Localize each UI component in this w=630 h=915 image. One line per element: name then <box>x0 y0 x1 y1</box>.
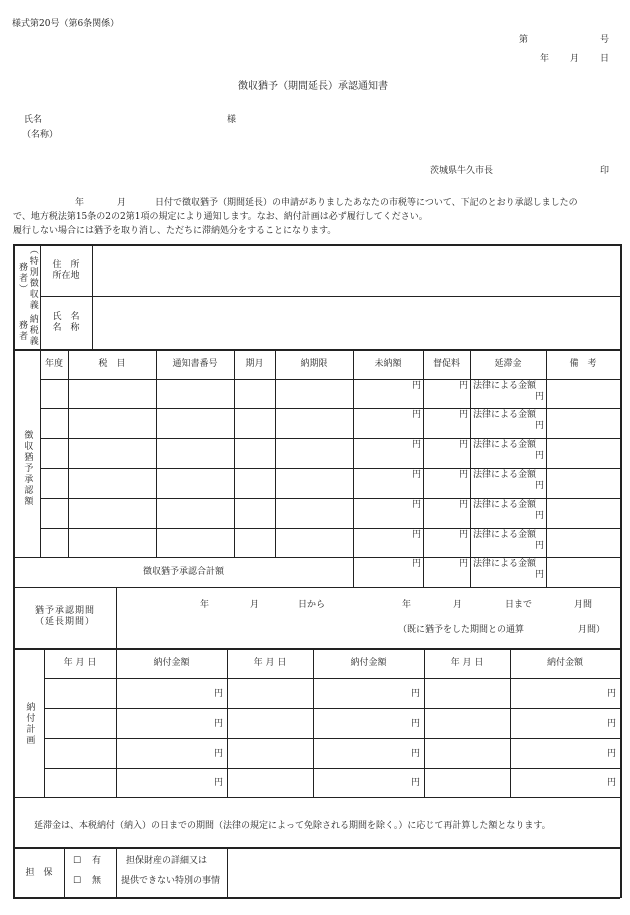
late-fee-note: 法律による金額 <box>473 470 537 480</box>
column-header: 通知書番号 <box>172 358 218 369</box>
approval-cell-nendo[interactable] <box>40 498 68 528</box>
plan-date-header: 年 月 日 <box>63 657 97 668</box>
rule-line <box>13 847 620 849</box>
approval-cell-kizuki[interactable] <box>234 528 275 557</box>
late-fee-note: 法律による金額 <box>473 440 537 450</box>
yen-unit: 円 <box>606 778 616 788</box>
plan-section-label <box>14 651 44 797</box>
rule-line <box>44 708 620 709</box>
body-text-line3: 履行しない場合には猶予を取り消し、ただちに滞納処分をすることになります。 <box>13 226 337 236</box>
approval-cell-noukigen[interactable] <box>275 438 353 468</box>
column-header: 延滞金 <box>494 358 522 369</box>
yen-unit: 円 <box>534 511 544 521</box>
rule-line <box>13 797 620 798</box>
approval-cell-tsuchi_no[interactable] <box>156 468 234 498</box>
period-until-year: 年 <box>402 600 412 610</box>
approval-cell-tsuchi_no[interactable] <box>156 498 234 528</box>
yen-unit: 円 <box>458 500 468 510</box>
issuer-name: 茨城県牛久市長 <box>430 166 494 176</box>
rule-line <box>13 244 620 246</box>
approval-cell-kizuki[interactable] <box>234 498 275 528</box>
approval-cell-zeimoku[interactable] <box>68 438 156 468</box>
approval-cell-bikou[interactable] <box>546 498 620 528</box>
late-fee-note: 法律による金額 <box>473 559 537 569</box>
yen-unit: 円 <box>213 689 223 699</box>
yen-unit: 円 <box>410 749 420 759</box>
yen-unit: 円 <box>411 381 421 391</box>
yen-unit: 円 <box>534 570 544 580</box>
approval-cell-kizuki[interactable] <box>234 379 275 408</box>
yen-unit: 円 <box>411 559 421 569</box>
column-header: 備 考 <box>569 358 597 369</box>
plan-amount-header: 納付金額 <box>546 657 583 668</box>
approval-section-label <box>14 379 40 557</box>
rule-line <box>620 244 622 898</box>
approval-cell-bikou[interactable] <box>546 528 620 557</box>
yen-unit: 円 <box>534 451 544 461</box>
period-from-year: 年 <box>200 600 210 610</box>
approval-cell-zeimoku[interactable] <box>68 379 156 408</box>
yen-unit: 円 <box>458 440 468 450</box>
body-text-line1: 日付で徴収猶予（期間延長）の申請がありましたあなたの市税等について、下記のとおり承認しましたの <box>155 198 578 208</box>
period-from: 日から <box>298 600 326 610</box>
recipient-name-sub: （名称） <box>22 130 59 140</box>
approval-cell-tsuchi_no[interactable] <box>156 438 234 468</box>
period-label: 猶予承認期間 （延長期間） <box>34 606 95 627</box>
late-fee-note: 法律による金額 <box>473 381 537 391</box>
rule-line <box>44 678 620 679</box>
period-months: 月間 <box>574 600 593 610</box>
rule-line <box>116 587 117 648</box>
collateral-no-option[interactable] <box>73 877 101 886</box>
rule-line <box>44 768 620 769</box>
taxpayer-label-sub: （特別徴収義務者） <box>17 245 38 312</box>
period-from-month: 月 <box>250 600 260 610</box>
taxpayer-label-main: 納税義務者 <box>17 314 38 348</box>
yen-unit: 円 <box>213 719 223 729</box>
approval-label-text: 徴収猶予承認額 <box>22 429 33 507</box>
date-month: 月 <box>570 54 580 64</box>
rule-line <box>13 897 620 899</box>
approval-cell-zeimoku[interactable] <box>68 528 156 557</box>
doc-number-dai: 第 <box>519 35 529 45</box>
address-label: 住 所 所在地 <box>52 259 80 281</box>
yen-unit: 円 <box>411 500 421 510</box>
column-header: 督促料 <box>432 358 460 369</box>
approval-cell-kizuki[interactable] <box>234 438 275 468</box>
rule-line <box>40 296 620 297</box>
checkbox-icon[interactable]: ☐ <box>73 856 82 866</box>
collateral-no-label: 無 <box>91 876 101 886</box>
yen-unit: 円 <box>606 689 616 699</box>
date-day: 日 <box>600 54 610 64</box>
yen-unit: 円 <box>410 778 420 788</box>
yen-unit: 円 <box>458 470 468 480</box>
collateral-yes-option[interactable] <box>73 857 101 866</box>
plan-date-header: 年 月 日 <box>253 657 287 668</box>
yen-unit: 円 <box>458 559 468 569</box>
yen-unit: 円 <box>534 541 544 551</box>
yen-unit: 円 <box>534 392 544 402</box>
late-fee-note: 法律による金額 <box>473 410 537 420</box>
approval-cell-zeimoku[interactable] <box>68 468 156 498</box>
approval-cell-noukigen[interactable] <box>275 408 353 438</box>
yen-unit: 円 <box>410 689 420 699</box>
approval-cell-noukigen[interactable] <box>275 468 353 498</box>
yen-unit: 円 <box>410 719 420 729</box>
yen-unit: 円 <box>458 410 468 420</box>
period-note-end: 月間） <box>578 625 606 635</box>
approval-cell-noukigen[interactable] <box>275 528 353 557</box>
approval-cell-tsuchi_no[interactable] <box>156 408 234 438</box>
yen-unit: 円 <box>606 719 616 729</box>
yen-unit: 円 <box>606 749 616 759</box>
approval-cell-nendo[interactable] <box>40 528 68 557</box>
column-header: 年度 <box>44 358 63 369</box>
rule-line <box>227 847 228 897</box>
rule-line <box>44 738 620 739</box>
plan-amount-header: 納付金額 <box>153 657 190 668</box>
approval-cell-noukigen[interactable] <box>275 379 353 408</box>
doc-number-go: 号 <box>600 35 610 45</box>
approval-cell-kizuki[interactable] <box>234 468 275 498</box>
approval-cell-nendo[interactable] <box>40 379 68 408</box>
recipient-name-label: 氏名 <box>24 115 43 125</box>
body-text-line2: で、地方税法第15条の2の2第1項の規定により通知します。なお、納付計画は必ず履行してください。 <box>13 212 428 222</box>
yen-unit: 円 <box>458 530 468 540</box>
period-until: 日まで <box>505 600 533 610</box>
yen-unit: 円 <box>534 421 544 431</box>
late-fee-note: 法律による金額 <box>473 500 537 510</box>
rule-line <box>116 847 117 897</box>
yen-unit: 円 <box>213 749 223 759</box>
yen-unit: 円 <box>411 530 421 540</box>
yen-unit: 円 <box>411 410 421 420</box>
yen-unit: 円 <box>534 481 544 491</box>
approval-cell-nendo[interactable] <box>40 408 68 438</box>
approval-cell-zeimoku[interactable] <box>68 408 156 438</box>
collateral-label: 担 保 <box>25 867 53 878</box>
column-header: 税 目 <box>98 358 126 369</box>
plan-amount-header: 納付金額 <box>350 657 387 668</box>
period-note: （既に猶予をした期間との通算 <box>398 625 525 635</box>
column-header: 未納額 <box>374 358 402 369</box>
column-header: 期月 <box>245 358 264 369</box>
seal-mark: 印 <box>600 166 610 176</box>
approval-cell-bikou[interactable] <box>546 438 620 468</box>
checkbox-icon[interactable]: ☐ <box>73 876 82 886</box>
column-header: 納期限 <box>300 358 328 369</box>
approval-cell-noukigen[interactable] <box>275 498 353 528</box>
yen-unit: 円 <box>411 470 421 480</box>
body-date-month: 月 <box>117 198 127 208</box>
taxpayer-name-field[interactable] <box>96 315 616 329</box>
yen-unit: 円 <box>458 381 468 391</box>
approval-cell-nendo[interactable] <box>40 468 68 498</box>
rule-line <box>64 847 65 897</box>
document-title: 徴収猶予（期間延長）承認通知書 <box>238 81 388 92</box>
period-until-month: 月 <box>453 600 463 610</box>
approval-cell-bikou[interactable] <box>546 379 620 408</box>
collateral-yes-label: 有 <box>91 856 101 866</box>
late-fee-notice: 延滞金は、本税納付（納入）の日までの期間（法律の規定によって免除される期間を除く。）に応じて再計算した額となります。 <box>34 821 551 831</box>
approval-cell-bikou[interactable] <box>546 468 620 498</box>
yen-unit: 円 <box>213 778 223 788</box>
collateral-detail-label-1: 担保財産の詳細又は <box>126 856 208 866</box>
body-date-year: 年 <box>75 198 85 208</box>
collateral-detail-label-2: 提供できない特別の事情 <box>121 876 221 886</box>
plan-date-header: 年 月 日 <box>450 657 484 668</box>
taxpayer-name-label: 氏 名 名 称 <box>52 311 80 333</box>
collateral-detail-field[interactable] <box>232 860 616 888</box>
recipient-sama: 様 <box>227 115 237 125</box>
approval-cell-tsuchi_no[interactable] <box>156 379 234 408</box>
taxpayer-section-label <box>14 245 40 349</box>
yen-unit: 円 <box>411 440 421 450</box>
late-fee-note: 法律による金額 <box>473 530 537 540</box>
address-field[interactable] <box>96 262 616 276</box>
approval-total-label: 徴収猶予承認合計額 <box>142 566 224 577</box>
form-number: 様式第20号（第6条関係） <box>12 19 120 29</box>
approval-cell-zeimoku[interactable] <box>68 498 156 528</box>
plan-label-text: 納付計画 <box>24 702 35 746</box>
approval-cell-tsuchi_no[interactable] <box>156 528 234 557</box>
approval-cell-kizuki[interactable] <box>234 408 275 438</box>
approval-cell-nendo[interactable] <box>40 438 68 468</box>
date-year: 年 <box>540 54 550 64</box>
approval-cell-bikou[interactable] <box>546 408 620 438</box>
